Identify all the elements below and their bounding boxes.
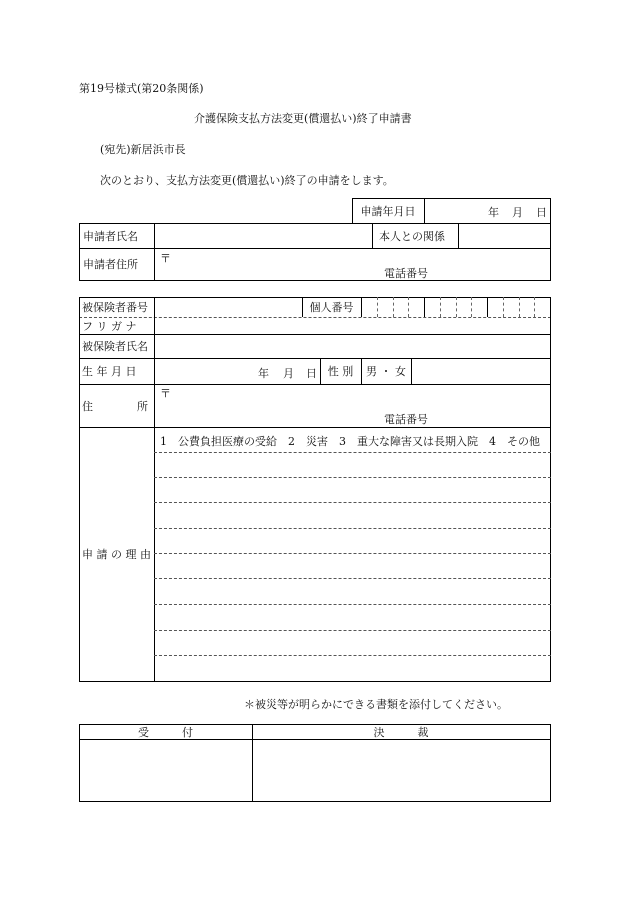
application-date-label: 申請年月日 <box>360 204 416 218</box>
applicant-address-field[interactable] <box>155 249 550 280</box>
date-day-unit: 日 <box>536 206 547 219</box>
insured-postal-mark: 〒 <box>160 387 171 400</box>
application-date-field[interactable] <box>425 199 550 223</box>
relation-label: 本人との関係 <box>379 229 445 243</box>
insured-address-label: 住 所 <box>82 399 148 413</box>
personal-number-digit-box[interactable] <box>519 297 535 317</box>
insured-address-field[interactable] <box>155 385 550 427</box>
furigana-label: フ リ ガ ナ <box>82 319 137 333</box>
birth-year-unit: 年 <box>258 367 269 380</box>
decision-stamp-area <box>253 740 550 801</box>
personal-number-digit-box[interactable] <box>377 297 393 317</box>
personal-number-digit-box[interactable] <box>471 297 487 317</box>
birth-day-unit: 日 <box>306 367 317 380</box>
birth-date-label: 生 年 月 日 <box>82 365 137 378</box>
personal-number-digit-box[interactable] <box>424 297 440 317</box>
insured-number-label: 被保険者番号 <box>82 301 148 314</box>
reason-text-area[interactable] <box>155 452 550 681</box>
insured-phone-label: 電話番号 <box>384 413 428 426</box>
document-title: 介護保険支払方法変更(償還払い)終了申請書 <box>194 112 412 125</box>
personal-number-label: 個人番号 <box>309 301 354 314</box>
birth-date-field[interactable] <box>155 359 320 384</box>
postal-mark: 〒 <box>160 252 171 265</box>
applicant-phone-label: 電話番号 <box>384 267 428 280</box>
attachment-note: ＊被災等が明らかにできる書類を添付してください。 <box>244 698 508 711</box>
date-month-unit: 月 <box>512 206 523 219</box>
insured-name-label: 被保険者氏名 <box>82 340 148 353</box>
reason-label: 申 請 の 理 由 <box>82 548 151 561</box>
personal-number-digit-box[interactable] <box>440 297 456 317</box>
form-number: 第19号様式(第20条関係) <box>79 82 204 95</box>
sex-options[interactable]: 男 ・ 女 <box>366 365 406 378</box>
personal-number-digit-box[interactable] <box>487 297 503 317</box>
insured-name-field[interactable] <box>155 335 550 358</box>
addressee: (宛先)新居浜市長 <box>100 143 186 156</box>
relation-field[interactable] <box>459 224 550 248</box>
intro-text: 次のとおり、支払方法変更(償還払い)終了の申請をします。 <box>100 174 394 187</box>
applicant-name-field[interactable] <box>155 224 371 248</box>
reason-options[interactable]: 1 公費負担医療の受給 2 災害 3 重大な障害又は長期入院 4 その他 <box>160 435 540 448</box>
personal-number-digit-box[interactable] <box>534 297 550 317</box>
sex-label: 性 別 <box>327 365 354 378</box>
decision-label: 決 裁 <box>373 725 429 739</box>
insured-number-field[interactable] <box>155 298 302 317</box>
date-year-unit: 年 <box>488 206 499 219</box>
birth-month-unit: 月 <box>283 367 294 380</box>
personal-number-digit-box[interactable] <box>408 297 424 317</box>
applicant-name-label: 申請者氏名 <box>83 229 138 243</box>
reception-label: 受 付 <box>138 725 193 739</box>
personal-number-digit-box[interactable] <box>503 297 519 317</box>
reception-stamp-area <box>80 740 252 801</box>
personal-number-digit-box[interactable] <box>361 297 377 317</box>
applicant-address-label: 申請者住所 <box>83 258 138 271</box>
furigana-field[interactable] <box>155 318 550 334</box>
personal-number-digit-box[interactable] <box>456 297 472 317</box>
personal-number-digit-box[interactable] <box>393 297 409 317</box>
